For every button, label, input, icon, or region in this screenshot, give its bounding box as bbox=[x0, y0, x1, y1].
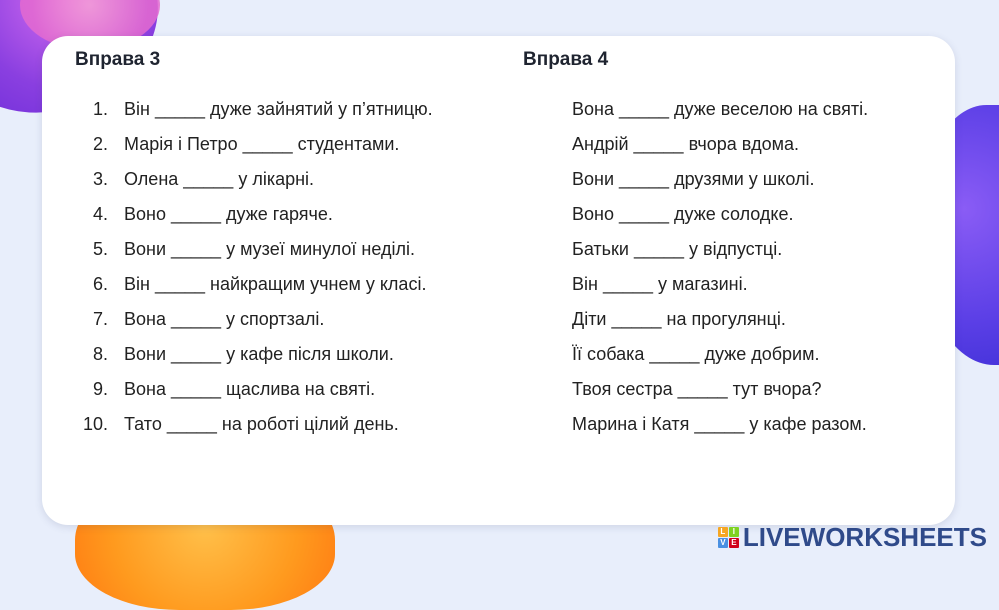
item-sentence: Він _____ у магазині. bbox=[572, 274, 748, 294]
item-number: 1. bbox=[92, 99, 108, 119]
liveworksheets-brand bbox=[718, 522, 987, 553]
item-sentence: Вони _____ у кафе після школи. bbox=[124, 344, 394, 364]
logo-letter-e: E bbox=[729, 538, 739, 548]
item-sentence: Вона _____ дуже веселою на святі. bbox=[572, 99, 869, 119]
item-sentence: Воно _____ дуже гаряче. bbox=[124, 204, 333, 224]
item-sentence: Марія і Петро _____ студентами. bbox=[124, 134, 400, 154]
liveworksheets-logo-icon bbox=[718, 527, 739, 548]
item-sentence: Діти _____ на прогулянці. bbox=[572, 309, 786, 329]
item-number: 7. bbox=[92, 309, 108, 329]
brand-name: LIVEWORKSHEETS bbox=[742, 522, 987, 552]
logo-letter-l: L bbox=[718, 527, 728, 537]
item-sentence: Її собака _____ дуже добрим. bbox=[572, 344, 820, 364]
logo-letter-v: V bbox=[718, 538, 728, 548]
item-sentence: Воно _____ дуже солодке. bbox=[572, 204, 794, 224]
item-number: 9. bbox=[92, 379, 108, 399]
item-sentence: Він _____ найкращим учнем у класі. bbox=[124, 274, 427, 294]
item-sentence: Тато _____ на роботі цілий день. bbox=[124, 414, 399, 434]
item-sentence: Андрій _____ вчора вдома. bbox=[572, 134, 799, 154]
item-number: 3. bbox=[92, 169, 108, 189]
item-number: 2. bbox=[92, 134, 108, 154]
item-number: 4. bbox=[92, 204, 108, 224]
item-number: 8. bbox=[92, 344, 108, 364]
worksheet-card bbox=[42, 36, 955, 525]
item-sentence: Вона _____ у спортзалі. bbox=[124, 309, 325, 329]
item-sentence: Вони _____ друзями у школі. bbox=[572, 169, 815, 189]
item-number: 10. bbox=[82, 414, 108, 434]
item-sentence: Твоя сестра _____ тут вчора? bbox=[572, 379, 822, 399]
exercise-4-title: Вправа 4 bbox=[523, 49, 609, 70]
item-sentence: Він _____ дуже зайнятий у п’ятницю. bbox=[124, 99, 433, 119]
item-sentence: Батьки _____ у відпустці. bbox=[572, 239, 783, 259]
item-number: 6. bbox=[92, 274, 108, 294]
item-sentence: Марина і Катя _____ у кафе разом. bbox=[572, 414, 867, 434]
item-number: 5. bbox=[92, 239, 108, 259]
item-sentence: Олена _____ у лікарні. bbox=[124, 169, 315, 189]
exercise-3-title: Вправа 3 bbox=[75, 49, 161, 70]
item-sentence: Вона _____ щаслива на святі. bbox=[124, 379, 376, 399]
logo-letter-i: I bbox=[729, 527, 739, 537]
item-sentence: Вони _____ у музеї минулої неділі. bbox=[124, 239, 415, 259]
